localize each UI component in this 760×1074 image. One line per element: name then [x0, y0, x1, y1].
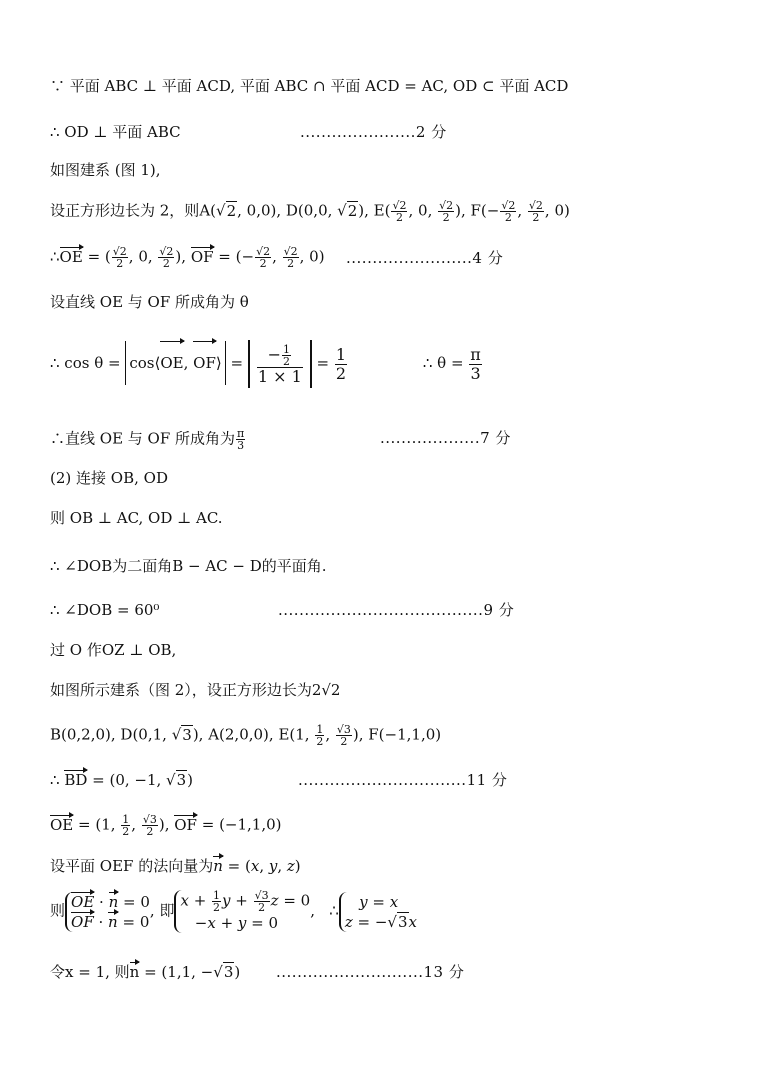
line-cos-theta: ∴ cos θ = cos⟨OE, OF⟩ = − $\frac{1}{2}$ 1 × 1 = $\frac{1}{2}$ ∴ θ = $\frac{\pi}{3}$ [50, 340, 483, 388]
line-vectors-oe-of: ∴OE = ( $\frac{√2}{2}$ , 0, $\frac{√2}{2}$ ), OF = (− $\frac{√2}{2}$ , $\frac{√2}{2}$ , 0) [50, 245, 325, 270]
coordinates-prefix: 设正方形边长为 2，则 [50, 201, 200, 220]
line-coordinates-1: 设正方形边长为 2，则A(√2, 0,0), D(0,0, √2), E( $\frac{√2}{2}$ , 0, $\frac{√2}{2}$ ), F(− $\frac{√2}{2}$ , $\frac{√2}{2}$ , 0) [50, 199, 570, 224]
score-11: ................................11 分 [298, 771, 508, 789]
line-vector-bd: ∴ BD = (0, −1, √3) [50, 771, 194, 789]
line-oz-perp: 过 O 作OZ ⊥ OB, [50, 641, 177, 659]
line-part2-connect: (2) 连接 OB, OD [50, 469, 168, 487]
line-dob-60: ∴ ∠DOB = 60⁰ [50, 601, 160, 619]
line-setup-fig1: 如图建系 (图 1), [50, 161, 161, 179]
line-setup-fig2: 如图所示建系（图 2），设正方形边长为2√2 [50, 681, 341, 699]
score-9: .......................................9 分 [278, 601, 515, 619]
line-angle-result: ∴直线 OE 与 OF 所成角为 $\frac{\pi}{3}$ [50, 427, 245, 452]
line-coordinates-2: B(0,2,0), D(0,1, √3), A(2,0,0), E(1, $\frac{1}{2}$ , $\frac{√3}{2}$ ), F(−1,1,0) [50, 723, 442, 748]
line-plane-perpendicular: ∵ 平面 ABC ⊥ 平面 ACD, 平面 ABC ∩ 平面 ACD = AC, OD ⊂ 平面 ACD [50, 77, 569, 95]
line-equation-system: 则 OE · n = 0 OF · n = 0 , 即 x + $\frac{1}{2}$ y + $\frac{√3}{2}$ z = 0 −x + y = 0 , ∴ y = x z = −√3x [50, 889, 417, 932]
score-13: ............................13 分 [276, 963, 465, 981]
line-ob-od-perp: 则 OB ⊥ AC, OD ⊥ AC. [50, 509, 223, 527]
angle-result-prefix: ∴直线 OE 与 OF 所成角为 [50, 429, 236, 448]
score-2: ......................2 分 [300, 123, 447, 141]
line-dihedral-angle: ∴ ∠DOB为二面角B − AC − D的平面角. [50, 557, 327, 575]
normal-vector-prefix: 设平面 OEF 的法向量为 [50, 857, 214, 875]
line-od-perpendicular: ∴ OD ⊥ 平面 ABC [50, 123, 181, 141]
score-4: ........................4 分 [346, 249, 504, 267]
line-let-x-1: 令x = 1, 则n = (1,1, −√3) [50, 963, 241, 981]
line-vectors-2: OE = (1, $\frac{1}{2}$ , $\frac{√3}{2}$ ), OF = (−1,1,0) [50, 813, 282, 838]
score-7: ...................7 分 [380, 429, 511, 447]
line-normal-vector: 设平面 OEF 的法向量为n = (x, y, z) [50, 857, 301, 875]
line-angle-theta: 设直线 OE 与 OF 所成角为 θ [50, 293, 249, 311]
